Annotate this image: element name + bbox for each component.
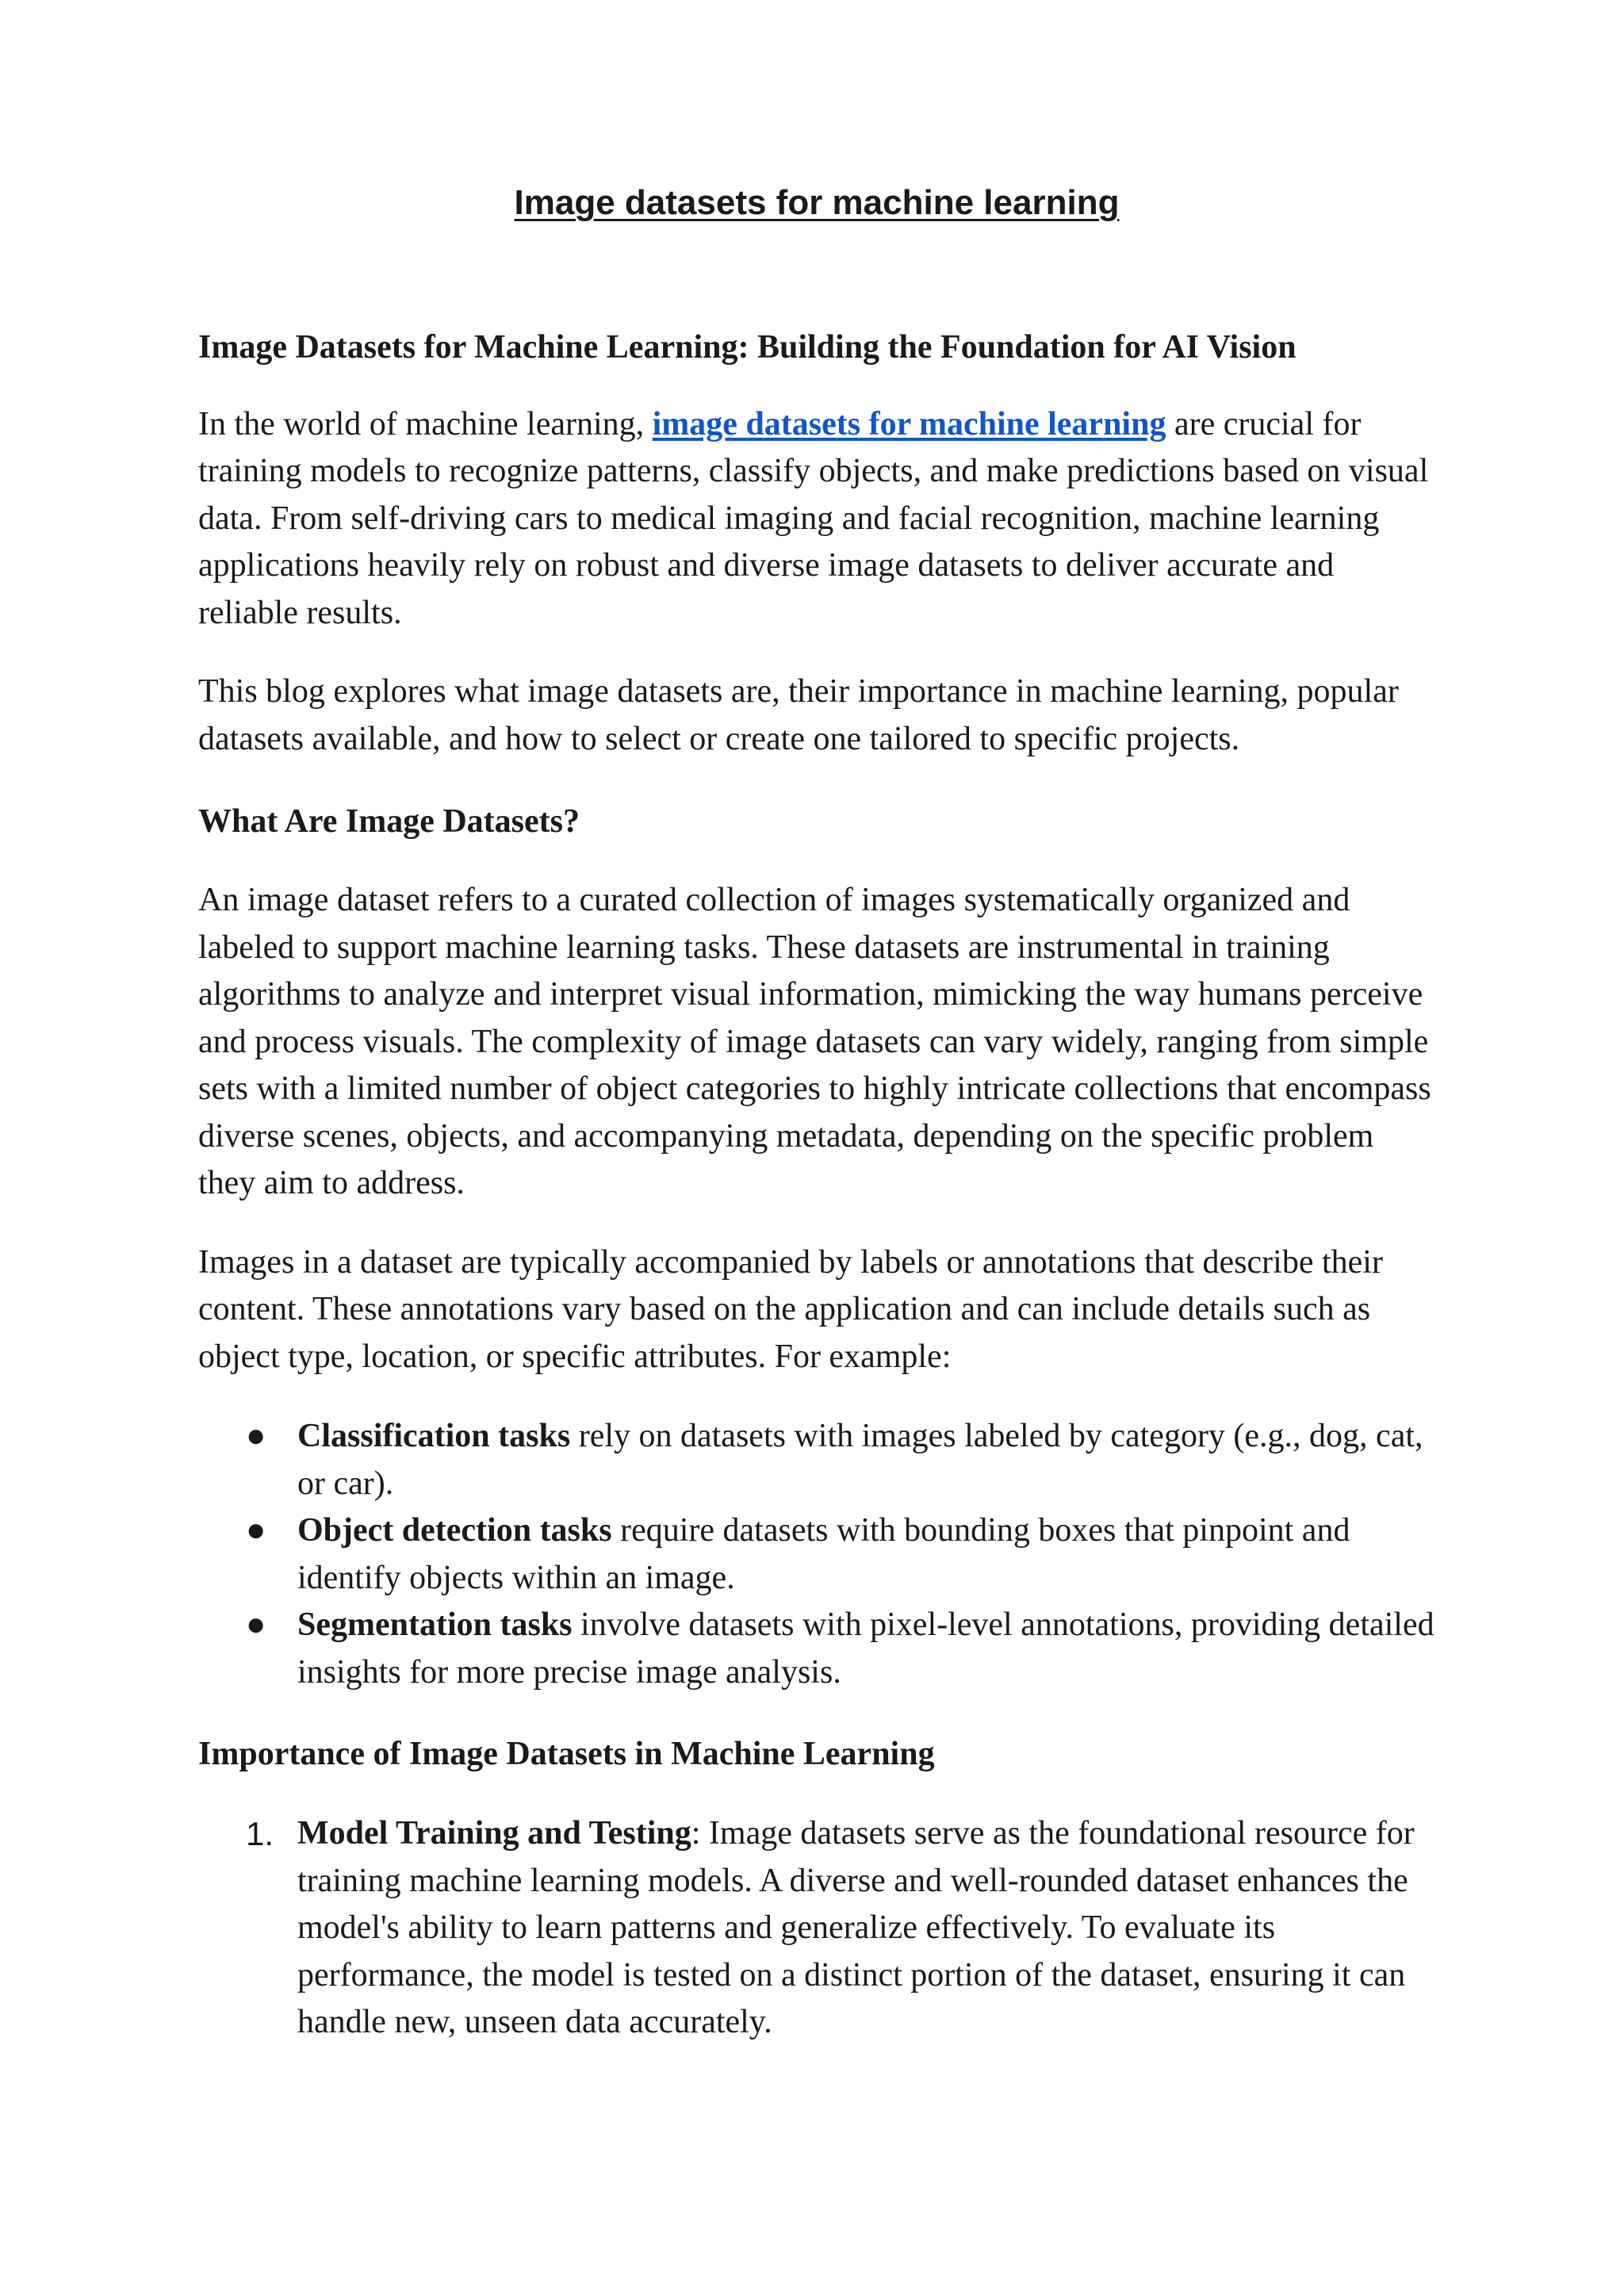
bullet-text: involve datasets with pixel-level annotations, providing detailed insights for more precise image analysis. xyxy=(297,1607,1434,1691)
bullet-marker: ● xyxy=(246,1512,266,1549)
document-page xyxy=(198,182,1435,2047)
bullet-item-segmentation xyxy=(198,1602,1435,1696)
bullet-text: rely on datasets with images labeled by category (e.g., dog, cat, or car). xyxy=(297,1418,1423,1502)
annotations-paragraph: Images in a dataset are typically accompanied by labels or annotations that describe their content. These annotations vary based on the application and can include details such as object type, location, or specific attributes. For example: xyxy=(198,1243,1383,1375)
task-types-bullet-list xyxy=(198,1413,1435,1696)
intro-text-after-link: are crucial for training models to recognize patterns, classify objects, and make predictions based on visual data. From self-driving cars to medical imaging and facial recognition, machine learning applications heavily rely on robust and diverse image datasets to deliver accurate and reliable results. xyxy=(198,405,1429,631)
document-title: Image datasets for machine learning xyxy=(514,183,1120,222)
image-datasets-link[interactable]: image datasets for machine learning xyxy=(652,405,1166,442)
definition-paragraph: An image dataset refers to a curated collection of images systematically organized and labeled to support machine learning tasks. These datasets are instrumental in training algorithms to analyze and interpret visual information, mimicking the way humans perceive and process visuals. The complexity of image datasets can vary widely, ranging from simple sets with a limited number of object categories to highly intricate collections that encompass diverse scenes, objects, and accompanying metadata, depending on the specific problem they aim to address. xyxy=(198,882,1431,1202)
bullet-bold-term: Object detection tasks xyxy=(297,1512,612,1549)
bullet-bold-term: Segmentation tasks xyxy=(297,1607,573,1644)
bullet-marker: ● xyxy=(246,1607,266,1644)
numbered-bold-term: Model Training and Testing xyxy=(297,1815,691,1852)
bullet-item-object-detection xyxy=(198,1507,1435,1602)
importance-heading: Importance of Image Datasets in Machine Learning xyxy=(198,1736,935,1773)
list-number: 1. xyxy=(246,1815,274,1853)
blog-description-paragraph: This blog explores what image datasets are, their importance in machine learning, popular datasets available, and how to select or create one tailored to specific projects. xyxy=(198,673,1399,757)
numbered-text: : Image datasets serve as the foundational resource for training machine learning models. A diverse and well-rounded dataset enhances the model's ability to learn patterns and generalize effectively. To evaluate its performance, the model is tested on a distinct portion of the dataset, ensuring it can handle new, unseen data accurately. xyxy=(297,1815,1415,2041)
what-are-image-datasets-heading: What Are Image Datasets? xyxy=(198,803,580,841)
importance-numbered-list xyxy=(198,1810,1435,2047)
intro-text-before-link: In the world of machine learning, xyxy=(198,405,653,442)
bullet-text: require datasets with bounding boxes that pinpoint and identify objects within an image. xyxy=(297,1512,1350,1596)
main-heading: Image Datasets for Machine Learning: Building the Foundation for AI Vision xyxy=(198,328,1297,366)
intro-paragraph xyxy=(198,401,1435,638)
numbered-item-model-training xyxy=(198,1810,1435,2047)
bullet-bold-term: Classification tasks xyxy=(297,1418,571,1455)
bullet-marker: ● xyxy=(246,1418,266,1455)
bullet-item-classification xyxy=(198,1413,1435,1507)
